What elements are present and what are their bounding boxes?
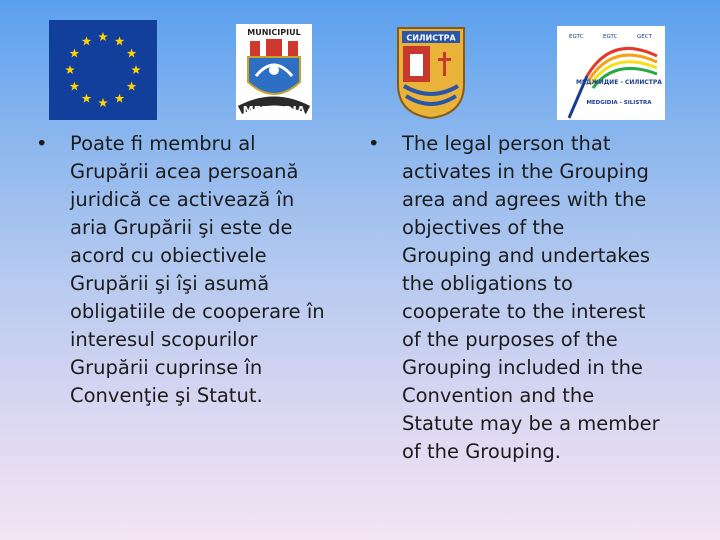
left-line-7: obligatiile de cooperare în (70, 300, 325, 323)
eu-flag-icon (49, 20, 157, 120)
right-text-column (368, 130, 698, 466)
silistra-top-text: СИЛИСТРА (406, 33, 456, 43)
egtc-name-line2: MEDGIDIA - SILISTRA (586, 100, 652, 106)
right-line-8: of the purposes of the (402, 328, 618, 351)
egtc-tag-1: EGTC (569, 34, 584, 40)
egtc-tag-2: EGTC (603, 34, 618, 40)
left-line-9: Grupării cuprinse în (70, 356, 263, 379)
right-line-10: Convention and the (402, 384, 595, 407)
left-text-column (36, 130, 356, 410)
medgidia-top-text: MUNICIPIUL (247, 28, 301, 37)
silistra-coat-of-arms-icon (394, 24, 468, 120)
right-line-3: area and agrees with the (402, 188, 647, 211)
right-line-7: cooperate to the interest (402, 300, 646, 323)
left-line-4: aria Grupării şi este de (70, 216, 293, 239)
egtc-name-line1: МЕДЖИДИЕ - СИЛИСТРА (576, 79, 662, 86)
right-bullet-item (368, 130, 698, 466)
right-line-6: the obligations to (402, 272, 573, 295)
left-line-3: juridică ce activează în (70, 188, 295, 211)
left-line-1: Poate fi membru al (70, 132, 256, 155)
egtc-logo-icon (557, 26, 665, 120)
medgidia-coat-of-arms-icon (236, 24, 312, 120)
left-line-6: Grupării şi îşi asumă (70, 272, 270, 295)
right-line-2: activates in the Grouping (402, 160, 649, 183)
right-line-4: objectives of the (402, 216, 565, 239)
left-line-8: interesul scopurilor (70, 328, 258, 351)
right-line-12: of the Grouping. (402, 440, 561, 463)
egtc-tag-3: GECT (637, 34, 652, 40)
left-line-2: Grupării acea persoană (70, 160, 299, 183)
right-line-11: Statute may be a member (402, 412, 660, 435)
right-line-9: Grouping included in the (402, 356, 643, 379)
left-line-10: Convenţie şi Statut. (70, 384, 263, 407)
left-bullet: • (36, 132, 48, 155)
left-line-5: acord cu obiectivele (70, 244, 267, 267)
medgidia-bottom-text: MEDGIDIA (242, 104, 306, 117)
right-line-5: Grouping and undertakes (402, 244, 651, 267)
right-bullet: • (368, 132, 380, 155)
right-line-1: The legal person that (402, 132, 611, 155)
left-bullet-item (36, 130, 356, 410)
